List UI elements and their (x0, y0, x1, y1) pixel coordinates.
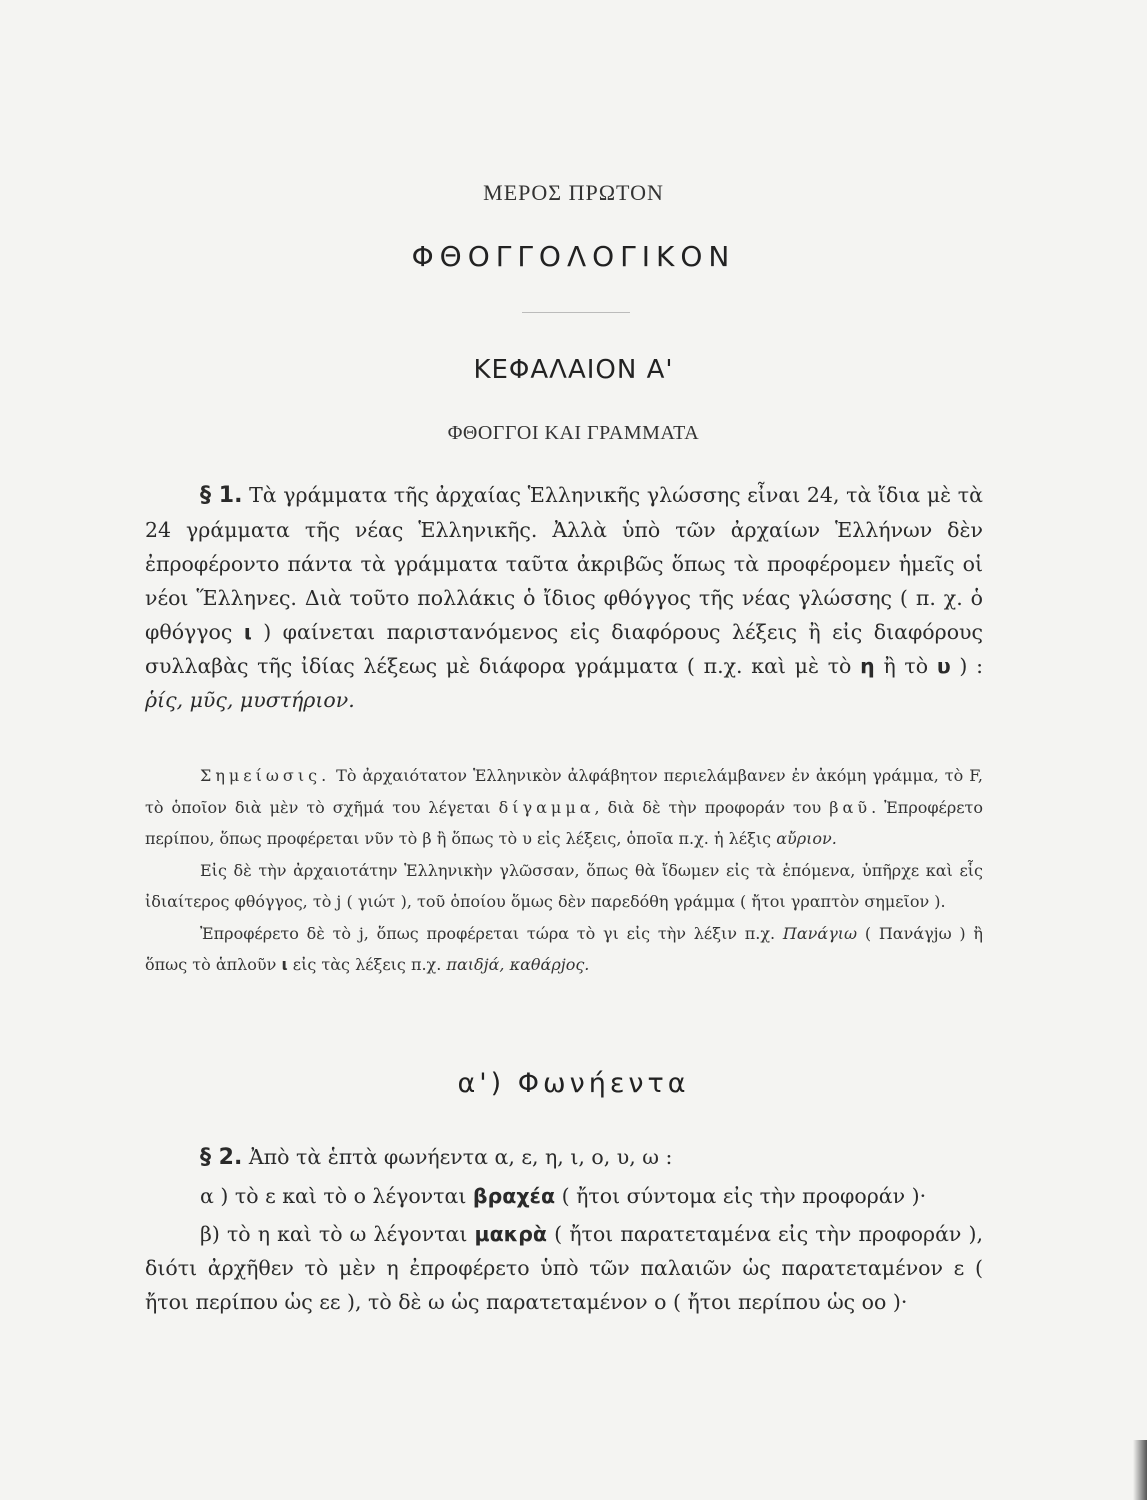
note-paragraph-2: Εἰς δὲ τὴν ἀρχαιοτάτην Ἑλληνικὴν γλῶσσαν, ὅπως θὰ ἴδωμεν εἰς τὰ ἑπόμενα, ὑπῆρχε καὶ εἷς ἰδιαίτερος φθόγγος, τὸ j ( γιώτ ), τοῦ ὁποίου ὅμως δὲν παρεδόθη γράμμα ( ἤτοι γραπτὸν σημεῖον ). (145, 860, 983, 911)
note-p3-example-2: παιδjά, καθάρjος. (446, 955, 590, 974)
note-label: Σημείωσις. (200, 766, 331, 785)
section-2-a-text-2: ( ἤτοι σύντομα εἰς τὴν προφοράν )· (561, 1184, 927, 1208)
section-2-b-text-2: ( ἤτοι παρατεταμένα εἰς τὴν προφοράν ), διότι ἀρχῆθεν τὸ μὲν η ἐπροφέρετο ὑπὸ τῶν παλαιῶν ὡς παρατεταμένον ε ( ἤτοι περίπου ὡς εε ), τὸ δὲ ω ὡς παρατεταμένον ο ( ἤτοι περίπου ὡς οο )· (145, 1222, 983, 1314)
note-block (145, 760, 983, 981)
section-2-block (145, 1140, 983, 1323)
chapter-title: ΚΕΦΑΛΑΙΟΝ Α' (473, 355, 674, 385)
section-2-item-b (145, 1217, 983, 1319)
section-1-text-d: ) : (959, 654, 984, 678)
title-divider (522, 312, 630, 313)
section-1-number: § 1. (200, 483, 243, 508)
note-paragraph-1 (145, 760, 983, 855)
section-1-paragraph (145, 478, 983, 717)
note-p3-iota: ι (281, 955, 288, 974)
page-edge-shadow (1133, 1440, 1147, 1500)
note-p3-b: ( Πανάγjω ) ἢ ὅπως τὸ ἁπλοῦν (145, 923, 983, 974)
vowels-subheading: α') Φωνήεντα (457, 1068, 690, 1099)
letter-eta: η (860, 654, 875, 678)
chapter-subtitle: ΦΘΟΓΓΟΙ ΚΑΙ ΓΡΑΜΜΑΤΑ (447, 422, 700, 444)
part-label: ΜΕΡΟΣ ΠΡΩΤΟΝ (483, 180, 664, 205)
note-p3-c: εἰς τὰς λέξεις π.χ. (292, 955, 442, 974)
letter-iota: ι (243, 620, 252, 644)
note-p1-c: . Ἐπροφέρετο περίπου, ὅπως προφέρεται νῦν τὸ β ἢ ὅπως τὸ υ εἰς λέξεις, ὁποῖα π.χ. ἡ λέξις (145, 797, 984, 848)
part-title: ΦΘΟΓΓΟΛΟΓΙΚΟΝ (411, 240, 736, 273)
section-1-examples: ῥίς, μῦς, μυστήριον. (145, 688, 355, 712)
note-digamma: δίγαμμα (498, 797, 595, 817)
section-1-text-c: ἢ τὸ (883, 654, 929, 678)
term-makra: μακρὰ (474, 1222, 548, 1246)
note-vau: βαῦ (829, 797, 872, 817)
section-2-b-text-1: β) τὸ η καὶ τὸ ω λέγονται (200, 1222, 468, 1246)
note-p1-a: Τὸ ἀρχαιότατον Ἑλληνικὸν ἀλφάβητον περιελάμβανεν ἐν ἀκόμη γράμμα, τὸ F, τὸ ὁποῖον διὰ μὲν τὸ σχῆμά του λέγεται (145, 766, 983, 817)
note-p1-example: αὔριον. (776, 829, 837, 848)
section-2-intro (145, 1140, 983, 1175)
letter-upsilon: υ (936, 654, 951, 678)
section-1-text-b: ) φαίνεται παριστανόμενος εἰς διαφόρους λέξεις ἢ εἰς διαφόρους συλλαβὰς τῆς ἰδίας λέξεως μὲ διάφορα γράμματα ( π.χ. καὶ μὲ τὸ (145, 620, 983, 678)
section-2-item-a (145, 1179, 983, 1213)
section-1-text-a: Τὰ γράμματα τῆς ἀρχαίας Ἑλληνικῆς γλώσσης εἶναι 24, τὰ ἴδια μὲ τὰ 24 γράμματα τῆς νέας Ἑλληνικῆς. Ἀλλὰ ὑπὸ τῶν ἀρχαίων Ἑλλήνων δὲν ἐπροφέροντο πάντα τὰ γράμματα ταῦτα ἀκριβῶς ὅπως τὰ προφέρομεν ἡμεῖς οἱ νέοι Ἕλληνες. Διὰ τοῦτο πολλάκις ὁ ἴδιος φθόγγος τῆς νέας γλώσσης ( π. χ. ὁ φθόγγος (145, 483, 983, 644)
section-2-a-text-1: α ) τὸ ε καὶ τὸ ο λέγονται (200, 1184, 467, 1208)
note-p3-example-1: Πανάγιω (782, 923, 858, 943)
section-2-number: § 2. (200, 1145, 243, 1170)
note-p3-a: Ἐπροφέρετο δὲ τὸ j, ὅπως προφέρεται τώρα τὸ γι εἰς τὴν λέξιν π.χ. (200, 923, 776, 943)
note-paragraph-3 (145, 918, 983, 981)
term-brachea: βραχέα (472, 1184, 556, 1208)
note-p1-b: , διὰ δὲ τὴν προφοράν του (594, 797, 822, 817)
section-2-intro-text: Ἀπὸ τὰ ἑπτὰ φωνήεντα α, ε, η, ι, ο, υ, ω : (248, 1145, 673, 1169)
